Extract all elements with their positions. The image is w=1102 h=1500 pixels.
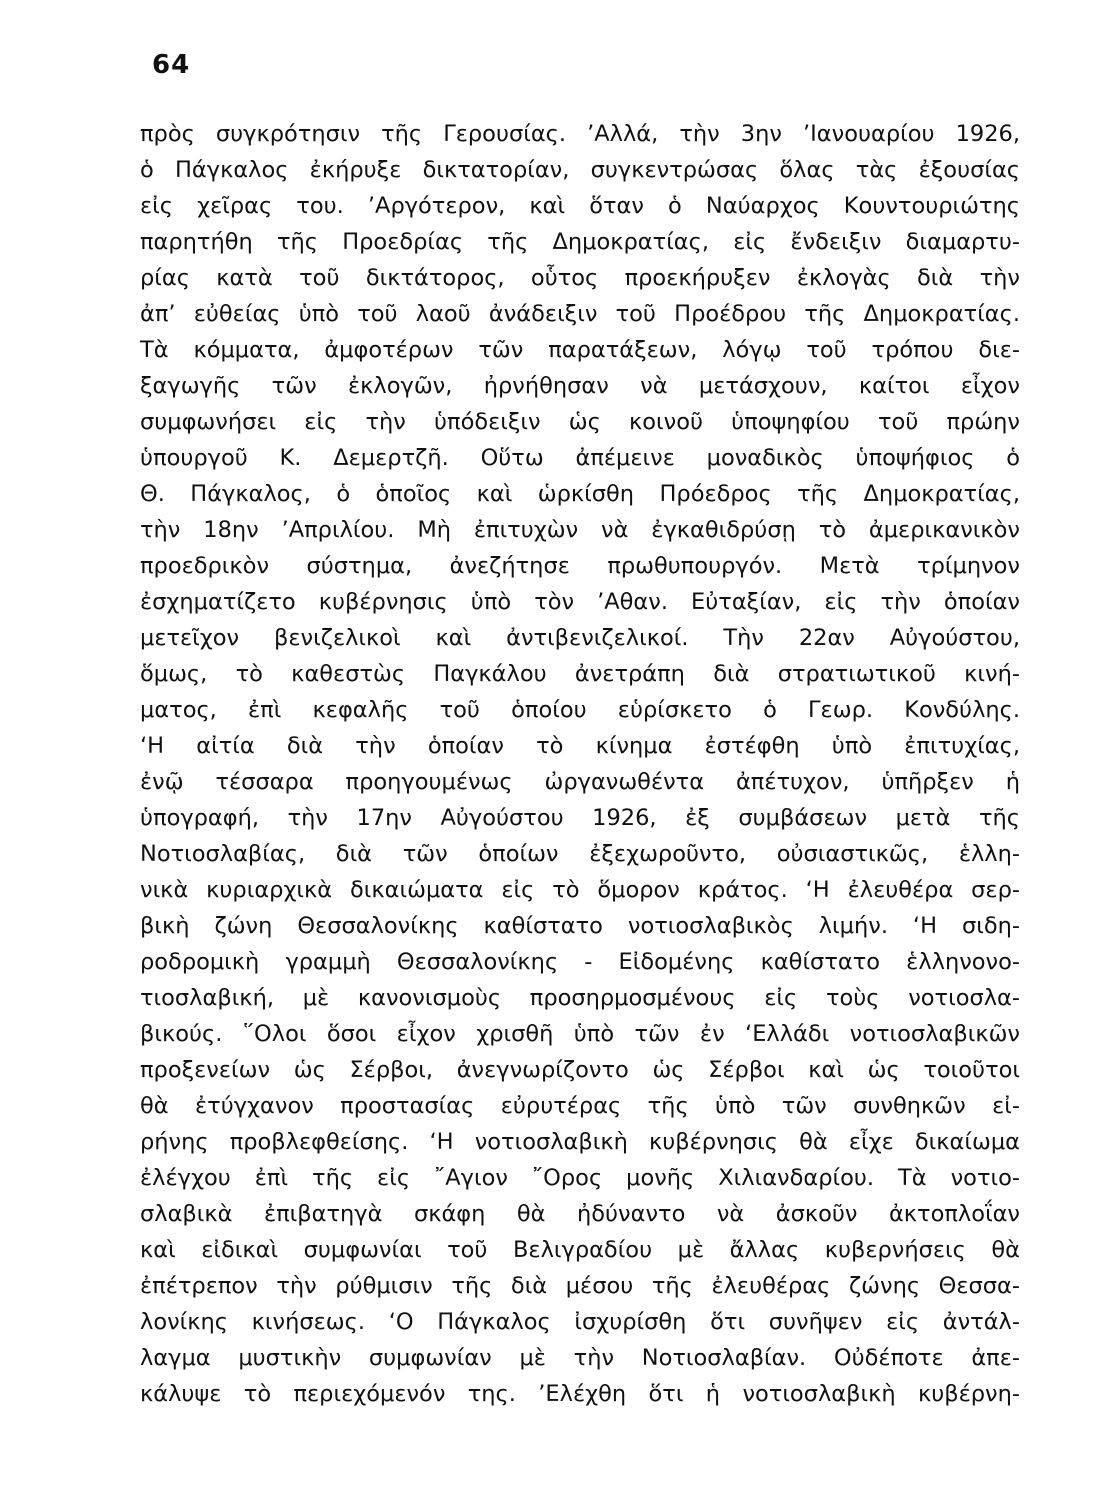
text-line: βικὴ ζώνη Θεσσαλονίκης καθίστατο νοτιοσλαβικὸς λιμήν. ‘Η σιδη-: [140, 913, 1020, 939]
text-line: ρήνης προβλεφθείσης. ‘Η νοτιοσλαβικὴ κυβέρνησις θὰ εἶχε δικαίωμα: [140, 1129, 1020, 1155]
text-line: ὁ Πάγκαλος ἐκήρυξε δικτατορίαν, συγκεντρώσας ὅλας τὰς ἐξουσίας: [140, 157, 1020, 183]
text-line: Θ. Πάγκαλος, ὁ ὁποῖος καὶ ὡρκίσθη Πρόεδρος τῆς Δημοκρατίας,: [140, 481, 1020, 507]
text-line: τιοσλαβική, μὲ κανονισμοὺς προσηρμοσμένους εἰς τοὺς νοτιοσλα-: [140, 985, 1020, 1011]
text-line: θὰ ἐτύγχανον προστασίας εὐρυτέρας τῆς ὑπὸ τῶν συνθηκῶν εἰ-: [140, 1093, 1020, 1119]
text-line: ‘Η αἰτία διὰ τὴν ὁποίαν τὸ κίνημα ἐστέφθη ὑπὸ ἐπιτυχίας,: [140, 733, 1020, 759]
text-line: καὶ εἰδικαὶ συμφωνίαι τοῦ Βελιγραδίου μὲ ἄλλας κυβερνήσεις θὰ: [140, 1237, 1020, 1263]
text-line: συμφωνήσει εἰς τὴν ὑπόδειξιν ὡς κοινοῦ ὑποψηφίου τοῦ πρώην: [140, 409, 1020, 435]
text-line: ματος, ἐπὶ κεφαλῆς τοῦ ὁποίου εὑρίσκετο ὁ Γεωρ. Κονδύλης.: [140, 697, 1020, 723]
text-line: προεδρικὸν σύστημα, ἀνεζήτησε πρωθυπουργόν. Μετὰ τρίμηνον: [140, 553, 1020, 579]
text-line: εἰς χεῖρας του. ’Αργότερον, καὶ ὅταν ὁ Ναύαρχος Κουντουριώτης: [140, 193, 1020, 219]
text-line: ἀπ’ εὐθείας ὑπὸ τοῦ λαοῦ ἀνάδειξιν τοῦ Προέδρου τῆς Δημοκρατίας.: [140, 301, 1020, 327]
body-text: [140, 116, 1020, 1412]
text-line: Τὰ κόμματα, ἀμφοτέρων τῶν παρατάξεων, λόγῳ τοῦ τρόπου διε-: [140, 337, 1020, 363]
page-number: 64: [152, 50, 191, 80]
text-line: ὑπουργοῦ Κ. Δεμερτζῆ. Οὕτω ἀπέμεινε μοναδικὸς ὑποψήφιος ὁ: [140, 445, 1020, 471]
text-line: λονίκης κινήσεως. ‘Ο Πάγκαλος ἰσχυρίσθη ὅτι συνῆψεν εἰς ἀντάλ-: [140, 1309, 1020, 1335]
text-line: ὑπογραφή, τὴν 17ην Αὐγούστου 1926, ἐξ συμβάσεων μετὰ τῆς: [140, 805, 1020, 831]
text-line: Νοτιοσλαβίας, διὰ τῶν ὁποίων ἐξεχωροῦντο, οὐσιαστικῶς, ἑλλη-: [140, 841, 1020, 867]
text-line: ροδρομικὴ γραμμὴ Θεσσαλονίκης - Εἰδομένης καθίστατο ἑλληνονο-: [140, 949, 1020, 975]
text-line: μετεῖχον βενιζελικοὶ καὶ ἀντιβενιζελικοί. Τὴν 22αν Αὐγούστου,: [140, 625, 1020, 651]
text-line: προξενείων ὡς Σέρβοι, ἀνεγνωρίζοντο ὡς Σέρβοι καὶ ὡς τοιοῦτοι: [140, 1057, 1020, 1083]
text-line: ἐνῷ τέσσαρα προηγουμένως ὠργανωθέντα ἀπέτυχον, ὑπῆρξεν ἡ: [140, 769, 1020, 795]
text-line: ὅμως, τὸ καθεστὼς Παγκάλου ἀνετράπη διὰ στρατιωτικοῦ κινή-: [140, 661, 1020, 687]
text-line: πρὸς συγκρότησιν τῆς Γερουσίας. ’Αλλά, τὴν 3ην ’Ιανουαρίου 1926,: [140, 121, 1020, 147]
text-line: ἐλέγχου ἐπὶ τῆς εἰς ῎Αγιον ῎Ορος μονῆς Χιλιανδαρίου. Τὰ νοτιο-: [140, 1165, 1020, 1191]
text-line: ἐσχηματίζετο κυβέρνησις ὑπὸ τὸν ’Αθαν. Εὐταξίαν, εἰς τὴν ὁποίαν: [140, 589, 1020, 615]
text-line: λαγμα μυστικὴν συμφωνίαν μὲ τὴν Νοτιοσλαβίαν. Οὐδέποτε ἀπε-: [140, 1345, 1020, 1371]
text-line: ρίας κατὰ τοῦ δικτάτορος, οὗτος προεκήρυξεν ἐκλογὰς διὰ τὴν: [140, 265, 1020, 291]
text-line: παρητήθη τῆς Προεδρίας τῆς Δημοκρατίας, εἰς ἔνδειξιν διαμαρτυ-: [140, 229, 1020, 255]
text-line: σλαβικὰ ἐπιβατηγὰ σκάφη θὰ ἠδύναντο νὰ ἀσκοῦν ἀκτοπλοΐαν: [140, 1201, 1020, 1227]
text-line: ξαγωγῆς τῶν ἐκλογῶν, ἠρνήθησαν νὰ μετάσχουν, καίτοι εἶχον: [140, 373, 1020, 399]
text-line: τὴν 18ην ’Απριλίου. Μὴ ἐπιτυχὼν νὰ ἐγκαθιδρύσῃ τὸ ἀμερικανικὸν: [140, 517, 1020, 543]
text-line: ἐπέτρεπον τὴν ρύθμισιν τῆς διὰ μέσου τῆς ἐλευθέρας ζώνης Θεσσα-: [140, 1273, 1020, 1299]
text-line: βικούς. ῞Ολοι ὅσοι εἶχον χρισθῆ ὑπὸ τῶν ἐν ‘Ελλάδι νοτιοσλαβικῶν: [140, 1021, 1020, 1047]
text-line: κάλυψε τὸ περιεχόμενόν της. ’Ελέχθη ὅτι ἡ νοτιοσλαβικὴ κυβέρνη-: [140, 1381, 1020, 1407]
text-line: νικὰ κυριαρχικὰ δικαιώματα εἰς τὸ ὅμορον κράτος. ‘Η ἐλευθέρα σερ-: [140, 877, 1020, 903]
